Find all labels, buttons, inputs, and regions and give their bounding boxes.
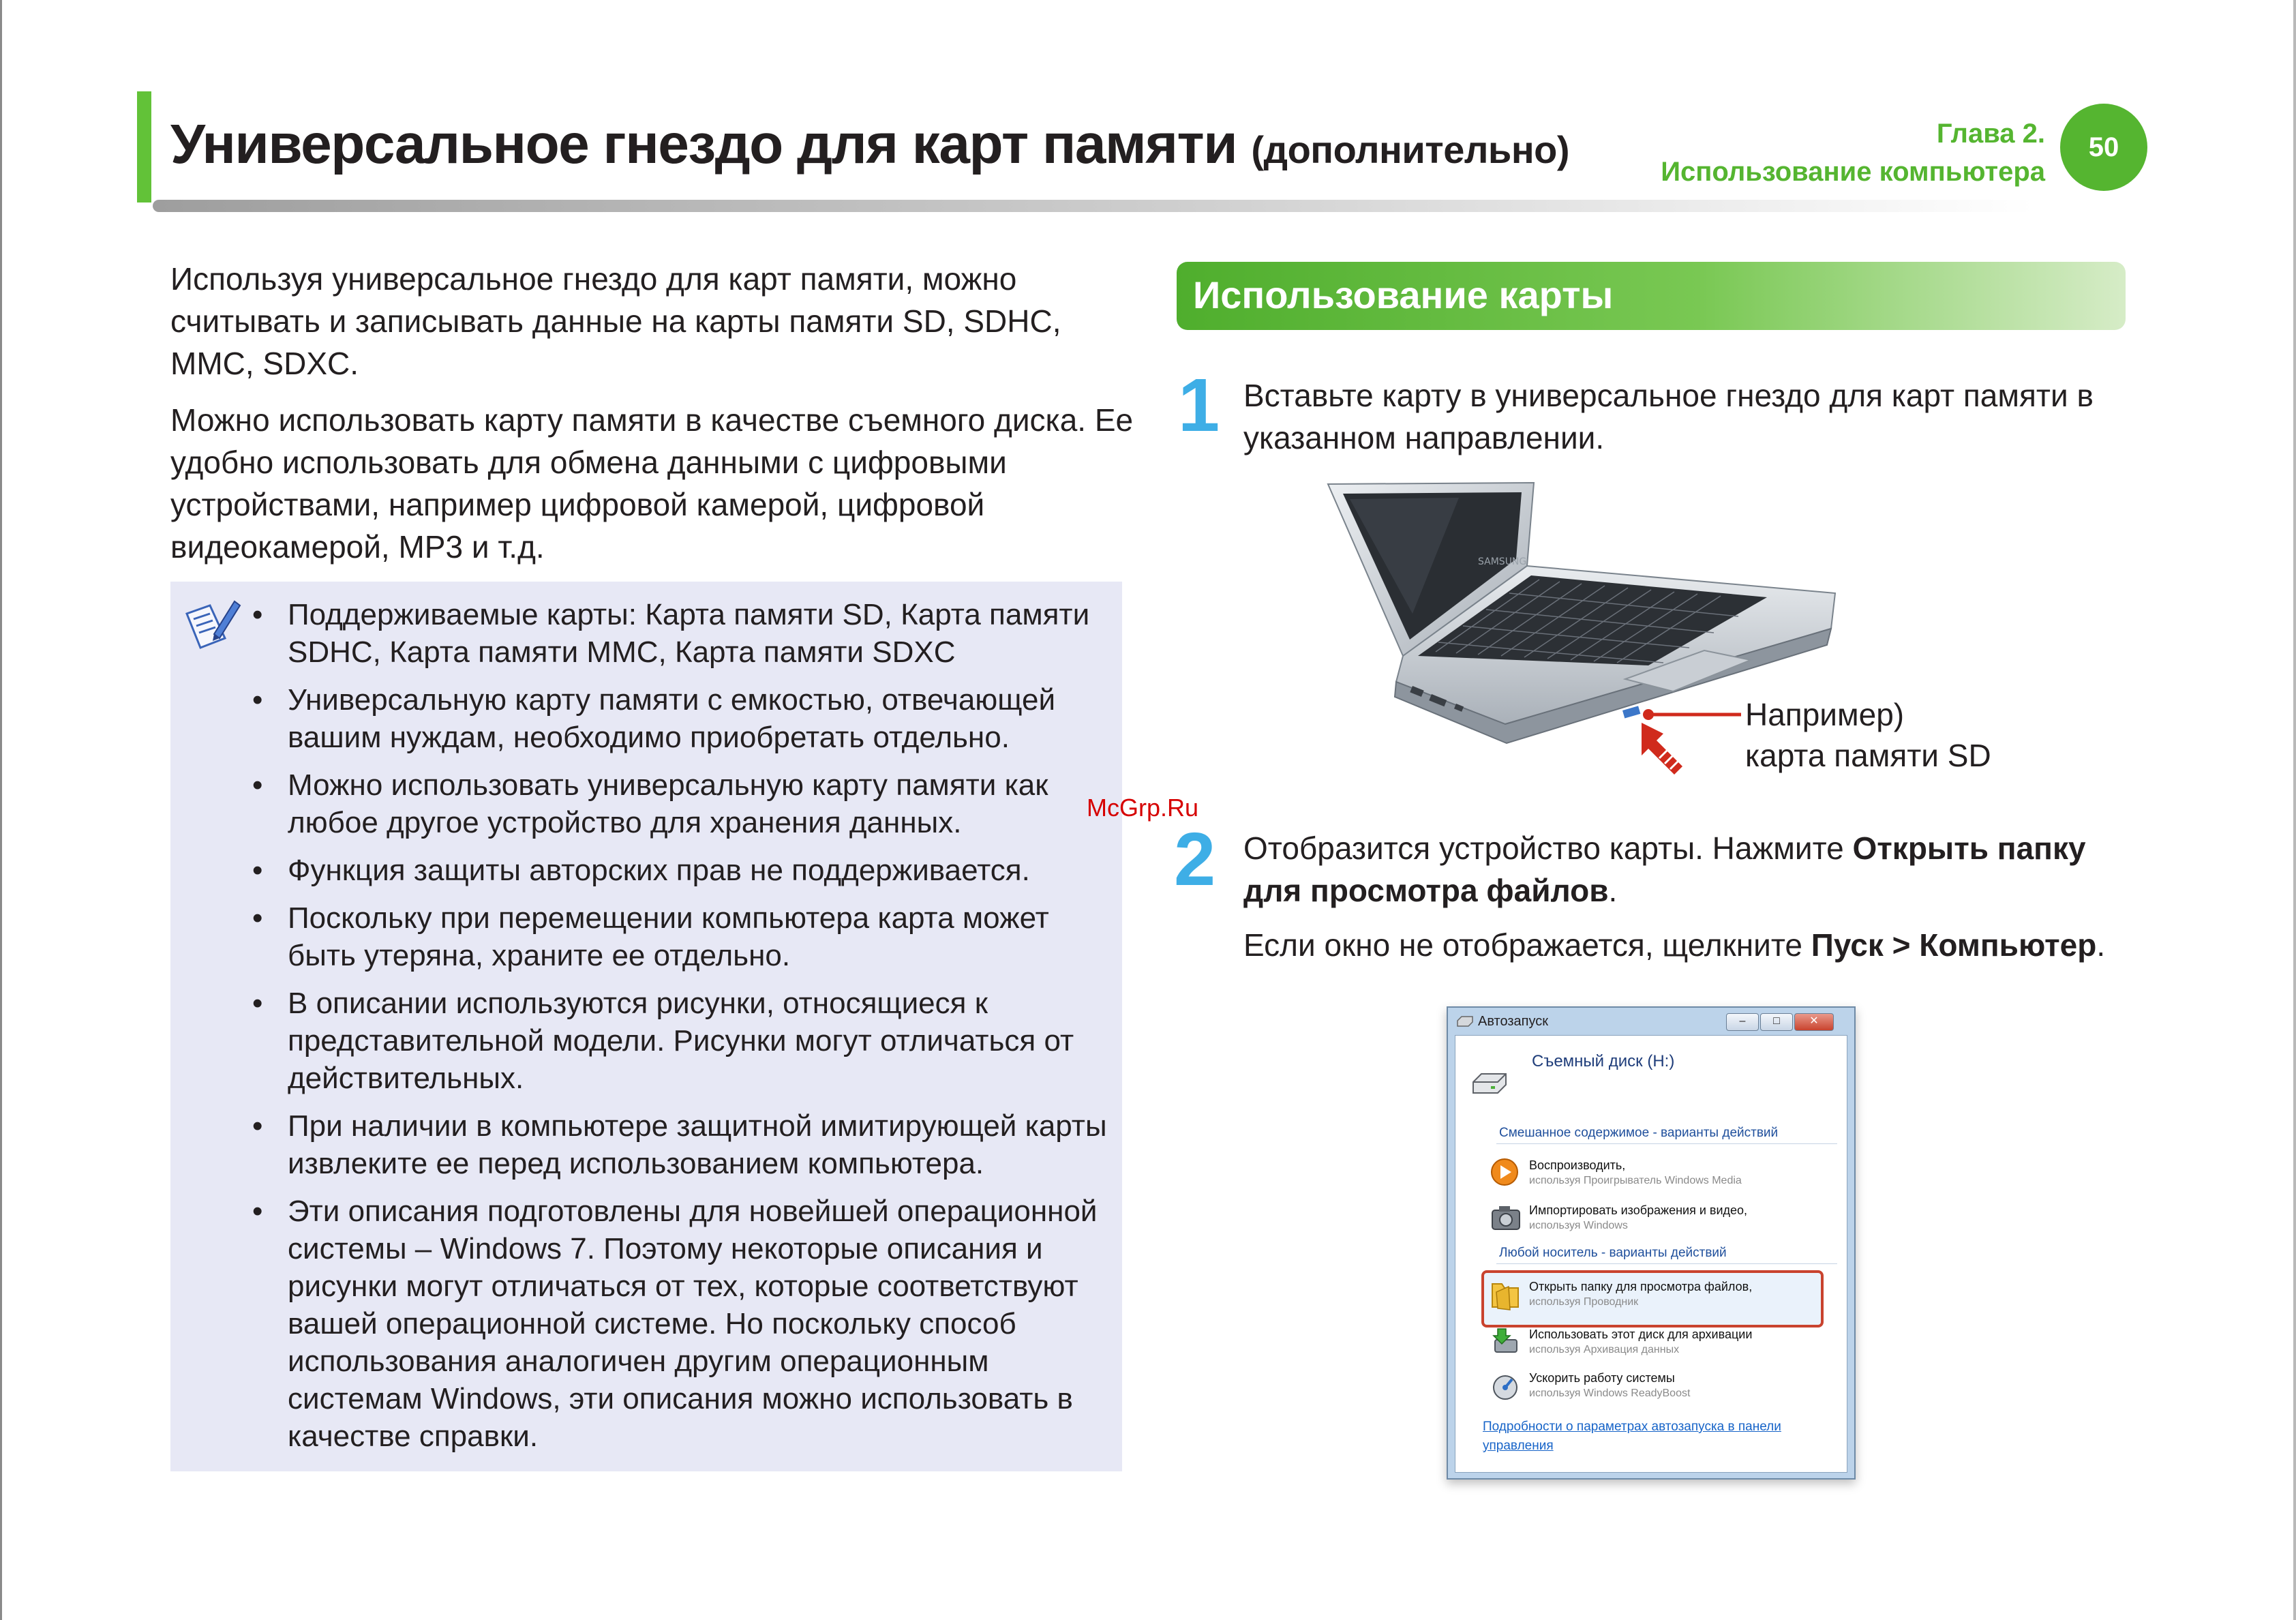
- step-2-text: [1243, 827, 2130, 912]
- backup-option[interactable]: Использовать этот диск для архивации: [1529, 1328, 1753, 1341]
- page-title-main: Универсальное гнездо для карт памяти: [170, 113, 1237, 175]
- autoplay-title: Автозапуск: [1478, 1014, 1549, 1029]
- drive-name: Съемный диск (H:): [1532, 1052, 1675, 1070]
- divider: [1496, 1263, 1837, 1264]
- page-title-suffix: (дополнительно): [1251, 128, 1570, 171]
- chapter-number: Глава 2.: [1936, 119, 2045, 149]
- backup-option-source: используя Архивация данных: [1529, 1344, 1680, 1355]
- mixed-content-heading: Смешанное содержимое - варианты действий: [1499, 1126, 1779, 1140]
- step-2-alt-lead: Если окно не отображается, щелкните: [1243, 927, 1811, 963]
- removable-drive-icon: [1470, 1071, 1509, 1096]
- note-item: • Можно использовать универсальную карту памяти как любое другое устройство для хранения данных.: [252, 766, 1118, 841]
- page-title: [170, 112, 1569, 177]
- play-option[interactable]: Воспроизводить,: [1529, 1158, 1626, 1172]
- step-2-text-lead: Отобразится устройство карты. Нажмите: [1243, 830, 1853, 866]
- media-player-icon[interactable]: [1490, 1157, 1520, 1187]
- callout-line-1: Например): [1745, 697, 1905, 732]
- readyboost-option[interactable]: Ускорить работу системы: [1529, 1371, 1675, 1385]
- computer-emphasis: Компьютер: [1919, 927, 2097, 963]
- chapter-title: Использование компьютера: [1661, 157, 2045, 187]
- readyboost-option-source: используя Windows ReadyBoost: [1529, 1388, 1691, 1399]
- intro-paragraph-2: Можно использовать карту памяти в качестве съемного диска. Ее удобно использовать для обмена данными с цифровыми устройствами, например цифровой камерой, цифровой видеокамерой, MP3 и т.д.: [170, 402, 1134, 565]
- open-folder-emphasis: Открыть папку для просмотра файлов: [1243, 830, 2086, 908]
- minimize-button[interactable]: –: [1726, 1013, 1759, 1031]
- autoplay-body: [1455, 1035, 1847, 1473]
- open-folder-option[interactable]: Открыть папку для просмотра файлов,: [1529, 1280, 1753, 1293]
- step-1-text: Вставьте карту в универсальное гнездо для карт памяти в указанном направлении.: [1243, 378, 2094, 455]
- note-item: • Универсальную карту памяти с емкостью, отвечающей вашим нуждам, необходимо приобретать отдельно.: [252, 681, 1118, 756]
- autoplay-titlebar: [1448, 1008, 1854, 1034]
- note-pencil-icon: [183, 596, 241, 655]
- readyboost-icon[interactable]: [1490, 1370, 1521, 1401]
- import-option[interactable]: Импортировать изображения и видео,: [1529, 1203, 1748, 1217]
- divider: [1496, 1143, 1837, 1144]
- camera-icon[interactable]: [1490, 1202, 1522, 1232]
- intro-paragraph-1: Используя универсальное гнездо для карт памяти, можно считывать и записывать данные на карты памяти SD, SDHC, MMC, SDXC.: [170, 261, 1061, 381]
- note-item: • В описании используются рисунки, относящиеся к представительной модели. Рисунки могут отличаться от действительных.: [252, 985, 1118, 1097]
- note-item: • Функция защиты авторских прав не поддерживается.: [252, 852, 1118, 889]
- start-emphasis: Пуск: [1811, 927, 1884, 963]
- close-button[interactable]: ✕: [1794, 1013, 1834, 1031]
- page-edge-left: [0, 0, 2, 1620]
- note-item: • Поскольку при перемещении компьютера карта может быть утеряна, храните ее отдельно.: [252, 899, 1118, 974]
- note-item: • При наличии в компьютере защитной имитирующей карты извлеките ее перед использованием компьютера.: [252, 1107, 1118, 1182]
- page-number-badge: 50: [2060, 104, 2147, 191]
- autoplay-settings-link[interactable]: Подробности о параметрах автозапуска в панели управления: [1483, 1420, 1781, 1453]
- callout-line-2: карта памяти SD: [1745, 738, 1991, 773]
- step-2-alt-end: .: [2096, 927, 2106, 963]
- note-item: • Поддерживаемые карты: Карта памяти SD, Карта памяти SDHC, Карта памяти MMC, Карта памяти SDXC: [252, 596, 1118, 671]
- header-accent-bar: [137, 91, 151, 202]
- open-folder-option-source: используя Проводник: [1529, 1296, 1639, 1308]
- import-option-source: используя Windows: [1529, 1220, 1628, 1231]
- step-2-alt-text: [1243, 924, 2130, 966]
- step-2-number: 2: [1174, 817, 1216, 901]
- step-2-text-end: .: [1608, 873, 1618, 908]
- notes-list: [252, 596, 1118, 1465]
- chapter-label: [1661, 115, 2045, 191]
- section-title: Использование карты: [1193, 273, 1614, 316]
- note-item: • Эти описания подготовлены для новейшей операционной системы – Windows 7. Поэтому некоторые описания и рисунки могут отличаться от тех, которые соответствуют вашей операционной системе. Но поскольку способ использования аналогичен другим операционным системам Windows, эти описания можно использовать в качестве справки.: [252, 1192, 1118, 1455]
- laptop-brand-label: SAMSUNG: [1478, 556, 1527, 567]
- maximize-button[interactable]: □: [1760, 1013, 1793, 1031]
- autoplay-window: [1447, 1006, 1856, 1480]
- header-underline: [153, 200, 2034, 212]
- folder-icon[interactable]: [1490, 1278, 1521, 1311]
- step-1-number: 1: [1178, 363, 1220, 447]
- path-separator: >: [1883, 927, 1920, 963]
- drive-small-icon: [1456, 1015, 1474, 1028]
- watermark: McGrp.Ru: [1087, 794, 1199, 822]
- any-media-heading: Любой носитель - варианты действий: [1499, 1246, 1727, 1260]
- play-option-source: используя Проигрыватель Windows Media: [1529, 1175, 1742, 1186]
- backup-icon[interactable]: [1490, 1326, 1521, 1358]
- page-edge-right: [2293, 0, 2296, 1620]
- sd-card-callout: [1745, 694, 1991, 776]
